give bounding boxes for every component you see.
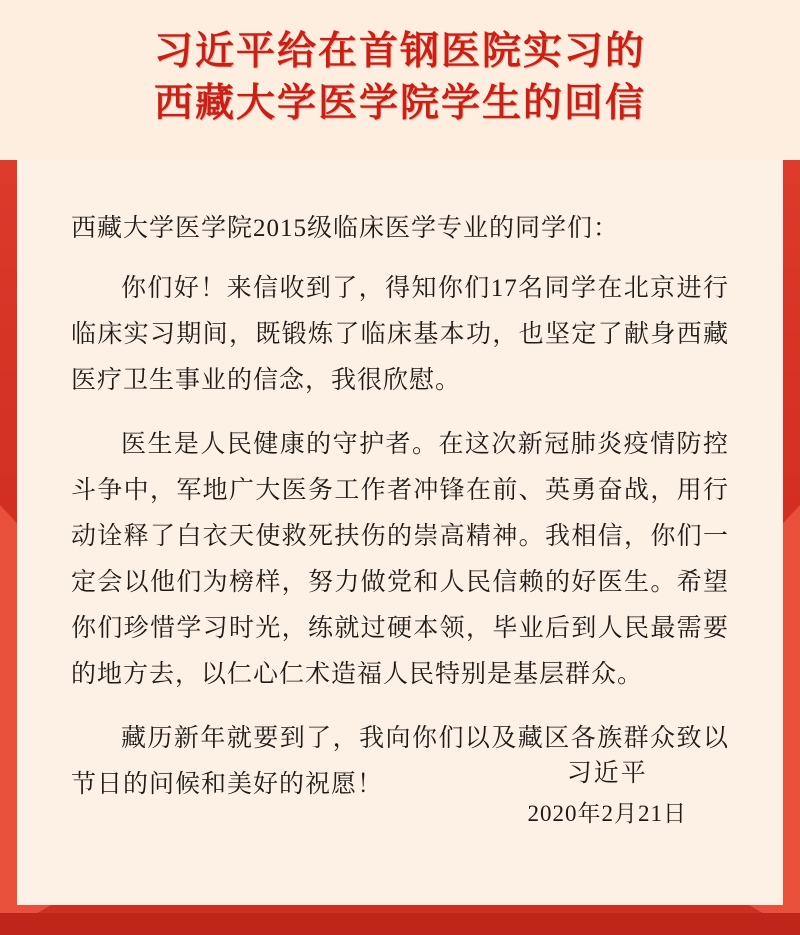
page-title-line-1: 习近平给在首钢医院实习的: [153, 30, 646, 73]
letter-salutation: 西藏大学医学院2015级临床医学专业的同学们：: [71, 215, 620, 242]
letter-signature: [528, 753, 688, 833]
letter-body: [71, 206, 729, 885]
signature-date: 2020年2月21日: [527, 801, 687, 826]
page-title: [0, 0, 800, 130]
page-title-line-2: 西藏大学医学院学生的回信: [153, 82, 646, 125]
letter-paragraph-3: 藏历新年就要到了，我向你们以及藏区各族群众致以节日的问候和美好的祝愿！: [71, 725, 729, 798]
letter-paragraph-1: 你们好！来信收到了，得知你们17名同学在北京进行临床实习期间，既锻炼了临床基本功，也坚定了献身西藏医疗卫生事业的信念，我很欣慰。: [71, 275, 729, 394]
letter-card: [17, 160, 783, 905]
signature-name: 习近平: [566, 760, 648, 787]
letter-paragraph-2: 医生是人民健康的守护者。在这次新冠肺炎疫情防控斗争中，军地广大医务工作者冲锋在前、英勇奋战，用行动诠释了白衣天使救死扶伤的崇高精神。我相信，你们一定会以他们为榜样，努力做党和人民信赖的好医生。希望你们珍惜学习时光，练就过硬本领，毕业后到人民最需要的地方去，以仁心仁术造福人民特别是基层群众。: [71, 431, 729, 688]
header-band: [0, 0, 800, 160]
envelope-bottom-edge: [0, 913, 800, 935]
